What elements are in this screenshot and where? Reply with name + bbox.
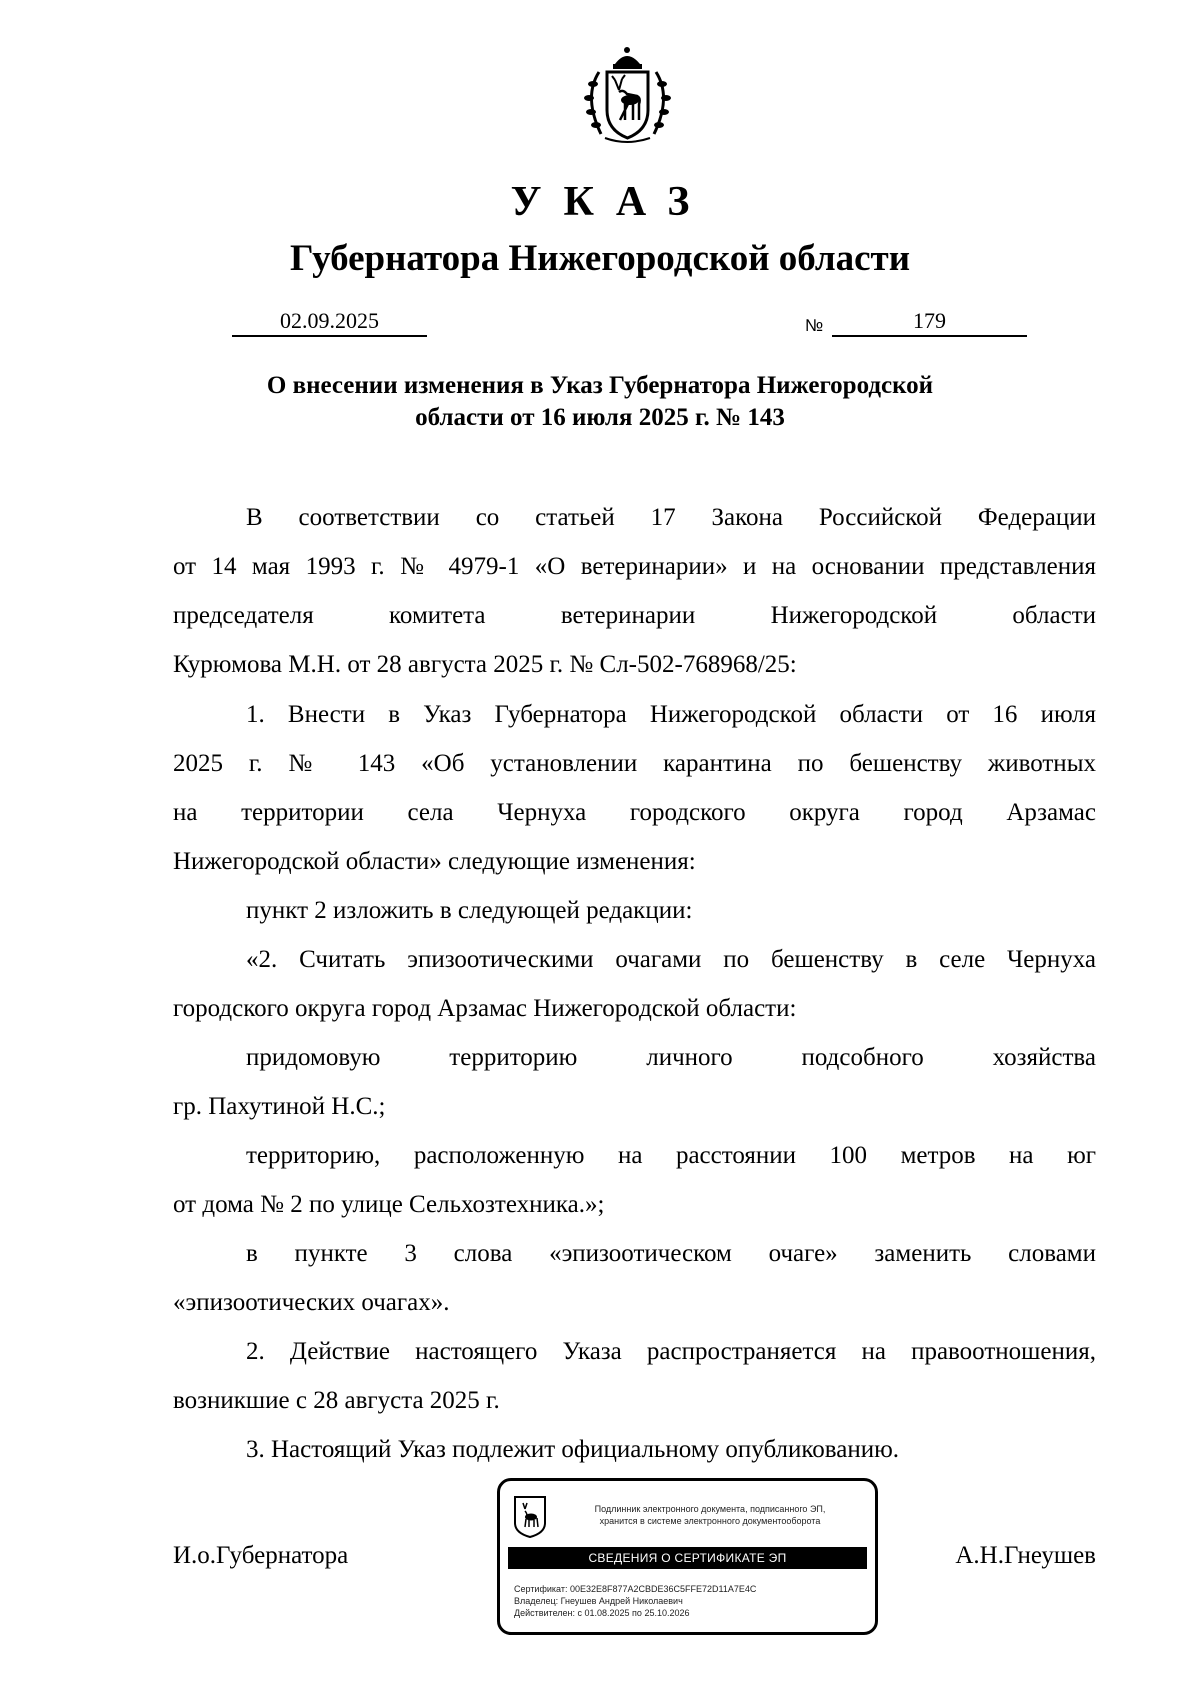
text-line: «эпизоотических очагах». [173,1289,450,1316]
text-line: возникшие с 28 августа 2025 г. [173,1387,500,1414]
certificate-validity: Действителен: с 01.08.2025 по 25.10.2026 [514,1608,690,1618]
text-line: на территории села Чернуха городского округа город Арзамас [173,799,1096,826]
paragraph-focus-1 [173,1033,1096,1131]
number-sign: № [805,316,824,335]
paragraph-new-item-2 [173,935,1096,1033]
text-line: «2. Считать эпизоотическими очагами по бешенству в селе Чернуха [246,946,1096,973]
text-line: 2. Действие настоящего Указа распространяется на правоотношения, [246,1338,1096,1365]
document-heading [0,370,1200,434]
text-line: пункт 2 изложить в следующей редакции: [246,897,693,924]
document-type-title: УКАЗ [510,179,712,225]
paragraph-item-1 [173,690,1096,886]
stamp-emblem-icon [513,1495,547,1539]
document-number: 179 [832,308,1027,337]
signatory-name: А.Н.Гнеушев [955,1542,1096,1569]
coat-of-arms-icon [575,42,680,147]
text-line: от дома № 2 по улице Сельхозтехника.»; [173,1191,605,1218]
document-date: 02.09.2025 [232,308,427,337]
text-line: городского округа город Арзамас Нижегородской области: [173,995,797,1022]
text-line: 1. Внести в Указ Губернатора Нижегородской области от 16 июля [246,701,1096,728]
paragraph-item-3-publication [173,1425,1096,1474]
issuer-title: Губернатора Нижегородской области [289,238,911,279]
signatory-position: И.о.Губернатора [173,1542,349,1569]
text-line: председателя комитета ветеринарии Нижегородской области [173,602,1096,629]
heading-line: О внесении изменения в Указ Губернатора Нижегородской [266,372,934,399]
paragraph-amendment-intro [173,886,1096,935]
text-line: в пункте 3 слова «эпизоотическом очаге» заменить словами [246,1240,1096,1267]
paragraph-item-2-effect [173,1327,1096,1425]
text-line: придомовую территорию личного подсобного хозяйства [246,1044,1096,1071]
text-line: 3. Настоящий Указ подлежит официальному опубликованию. [246,1436,900,1463]
paragraph-focus-2 [173,1131,1096,1229]
paragraph-item-3-change [173,1229,1096,1327]
text-line: В соответствии со статьей 17 Закона Российской Федерации [246,504,1096,531]
stamp-note-line: Подлинник электронного документа, подписанного ЭП, [594,1504,826,1514]
certificate-serial: Сертификат: 00E32E8F877A2CBDE36C5FFE72D11A7E4C [514,1584,757,1594]
text-line: Курюмова М.Н. от 28 августа 2025 г. № Сл-502-768968/25: [173,651,797,678]
heading-line: области от 16 июля 2025 г. № 143 [415,404,785,431]
text-line: Нижегородской области» следующие изменения: [173,848,696,875]
stamp-certificate-details [514,1583,756,1619]
stamp-note-line: хранится в системе электронного документооборота [599,1516,821,1526]
certificate-owner: Владелец: Гнеушев Андрей Николаевич [514,1596,683,1606]
stamp-certificate-header: СВЕДЕНИЯ О СЕРТИФИКАТЕ ЭП [508,1547,867,1569]
electronic-signature-stamp [497,1478,878,1635]
text-line: от 14 мая 1993 г. № 4979-1 «О ветеринарии» и на основании представления [173,553,1096,580]
text-line: 2025 г. № 143 «Об установлении карантина по бешенству животных [173,750,1096,777]
paragraph-preamble [173,493,1096,689]
stamp-note [560,1503,860,1527]
text-line: территорию, расположенную на расстоянии 100 метров на юг [246,1142,1096,1169]
text-line: гр. Пахутиной Н.С.; [173,1093,386,1120]
